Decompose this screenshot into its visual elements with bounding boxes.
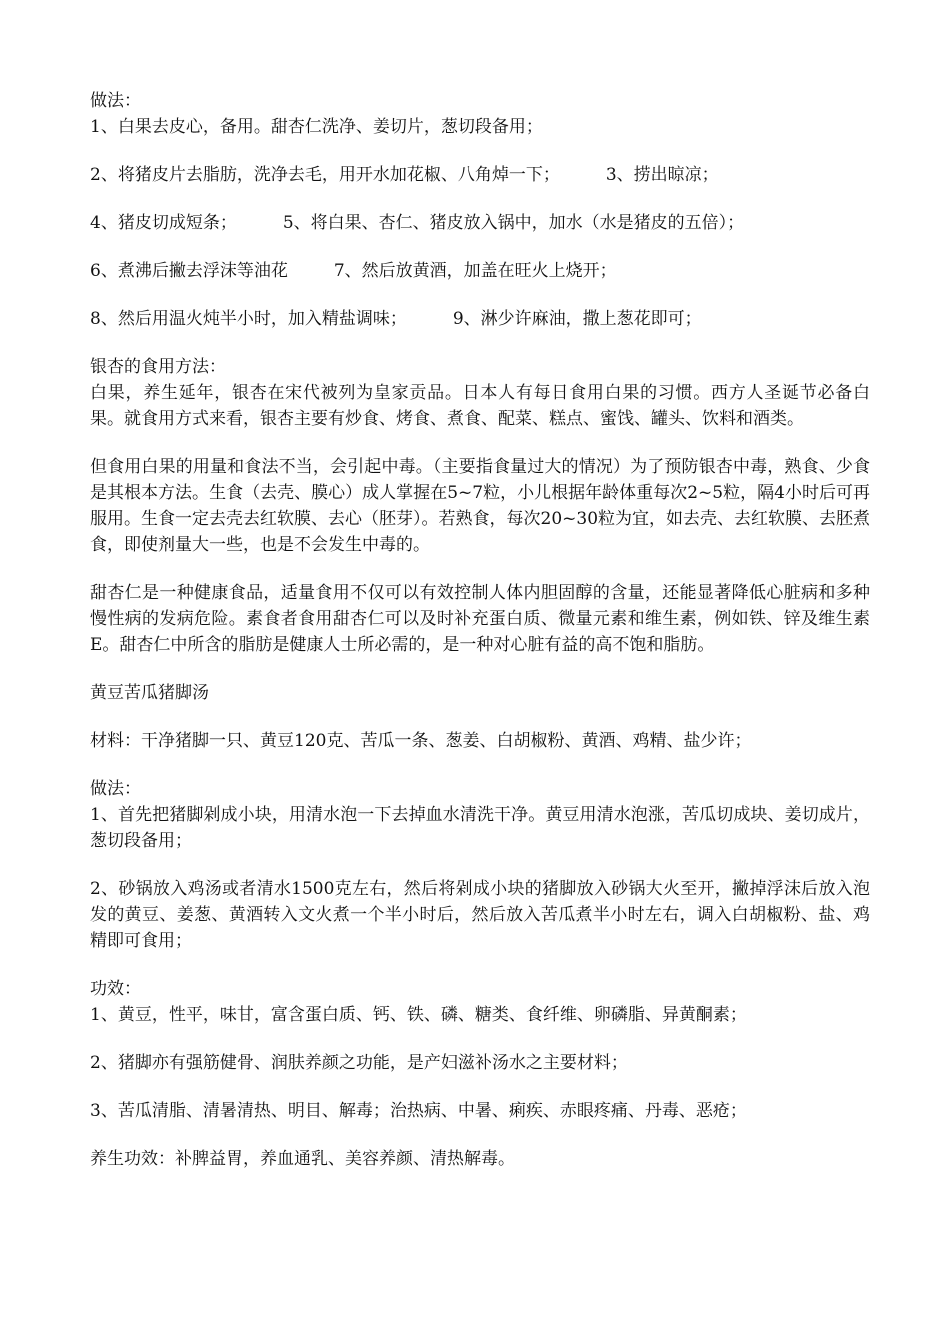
recipe-method-heading: 做法： <box>90 779 141 799</box>
effect-3: 3、苦瓜清脂、清暑清热、明目、解毒；治热病、中暑、痢疾、赤眼疼痛、丹毒、恶疮； <box>90 1101 747 1121</box>
step-9: 9、淋少许麻油，撒上葱花即可； <box>452 309 702 329</box>
step-2: 2、将猪皮片去脂肪，洗净去毛，用开水加花椒、八角焯一下； <box>90 165 560 185</box>
recipe-step-1: 1、首先把猪脚剁成小块，用清水泡一下去掉血水清洗干净。黄豆用清水泡涨，苦瓜切成块、姜切成片，葱切段备用； <box>90 805 870 851</box>
effect-2: 2、猪脚亦有强筋健骨、润肤养颜之功能，是产妇滋补汤水之主要材料； <box>90 1053 628 1073</box>
recipe-title: 黄豆苦瓜猪脚汤 <box>90 683 209 703</box>
document-page <box>90 88 870 1172</box>
effect-heading: 功效： <box>90 979 141 999</box>
steps-4-5-row <box>90 210 870 236</box>
steps-2-3-row <box>90 162 870 188</box>
almond-paragraph: 甜杏仁是一种健康食品，适量食用不仅可以有效控制人体内胆固醇的含量，还能显著降低心脏病和多种慢性病的发病危险。素食者食用甜杏仁可以及时补充蛋白质、微量元素和维生素，例如铁、锌及维生素 E。甜杏仁中所含的脂肪是健康人士所必需的，是一种对心脏有益的高不饱和脂肪。 <box>90 583 870 655</box>
step-3: 3、捞出晾凉； <box>605 165 719 185</box>
health-summary: 养生功效：补脾益胃，养血通乳、美容养颜、清热解毒。 <box>90 1149 515 1169</box>
ginkgo-paragraph-2: 但食用白果的用量和食法不当，会引起中毒。（主要指食量过大的情况）为了预防银杏中毒，熟食、少食是其根本方法。生食（去壳、膜心）成人掌握在5~7粒，小儿根据年龄体重每次2~5粒，隔4小时后可再服用。生食一定去壳去红软膜、去心（胚芽）。若熟食，每次20~30粒为宜，如去壳、去红软膜、去胚煮食，即使剂量大一些，也是不会发生中毒的。 <box>90 457 871 555</box>
step-6: 6、煮沸后撇去浮沫等油花 <box>90 261 288 281</box>
effect-1: 1、黄豆，性平，味甘，富含蛋白质、钙、铁、磷、糖类、食纤维、卵磷脂、异黄酮素； <box>90 1005 747 1025</box>
steps-8-9-row <box>90 306 870 332</box>
steps-6-7-row <box>90 258 870 284</box>
method-heading: 做法： <box>90 91 141 111</box>
ginkgo-heading: 银杏的食用方法： <box>90 357 226 377</box>
step-5: 5、将白果、杏仁、猪皮放入锅中，加水（水是猪皮的五倍）； <box>282 213 745 233</box>
step-8: 8、然后用温火炖半小时，加入精盐调味； <box>90 309 407 329</box>
ginkgo-paragraph-1: 白果，养生延年，银杏在宋代被列为皇家贡品。日本人有每日食用白果的习惯。西方人圣诞节必备白果。就食用方式来看，银杏主要有炒食、烤食、煮食、配菜、糕点、蜜饯、罐头、饮料和酒类。 <box>90 383 870 429</box>
ingredients: 材料：干净猪脚一只、黄豆120克、苦瓜一条、葱姜、白胡椒粉、黄酒、鸡精、盐少许； <box>90 731 752 751</box>
step-1: 1、白果去皮心，备用。甜杏仁洗净、姜切片，葱切段备用； <box>90 117 543 137</box>
step-4: 4、猪皮切成短条； <box>90 213 237 233</box>
recipe-step-2: 2、砂锅放入鸡汤或者清水1500克左右，然后将剁成小块的猪脚放入砂锅大火至开，撇掉浮沫后放入泡发的黄豆、姜葱、黄酒转入文火煮一个半小时后，然后放入苦瓜煮半小时左右，调入白胡椒粉、盐、鸡精即可食用； <box>90 879 870 951</box>
step-7: 7、然后放黄酒，加盖在旺火上烧开； <box>333 261 617 281</box>
